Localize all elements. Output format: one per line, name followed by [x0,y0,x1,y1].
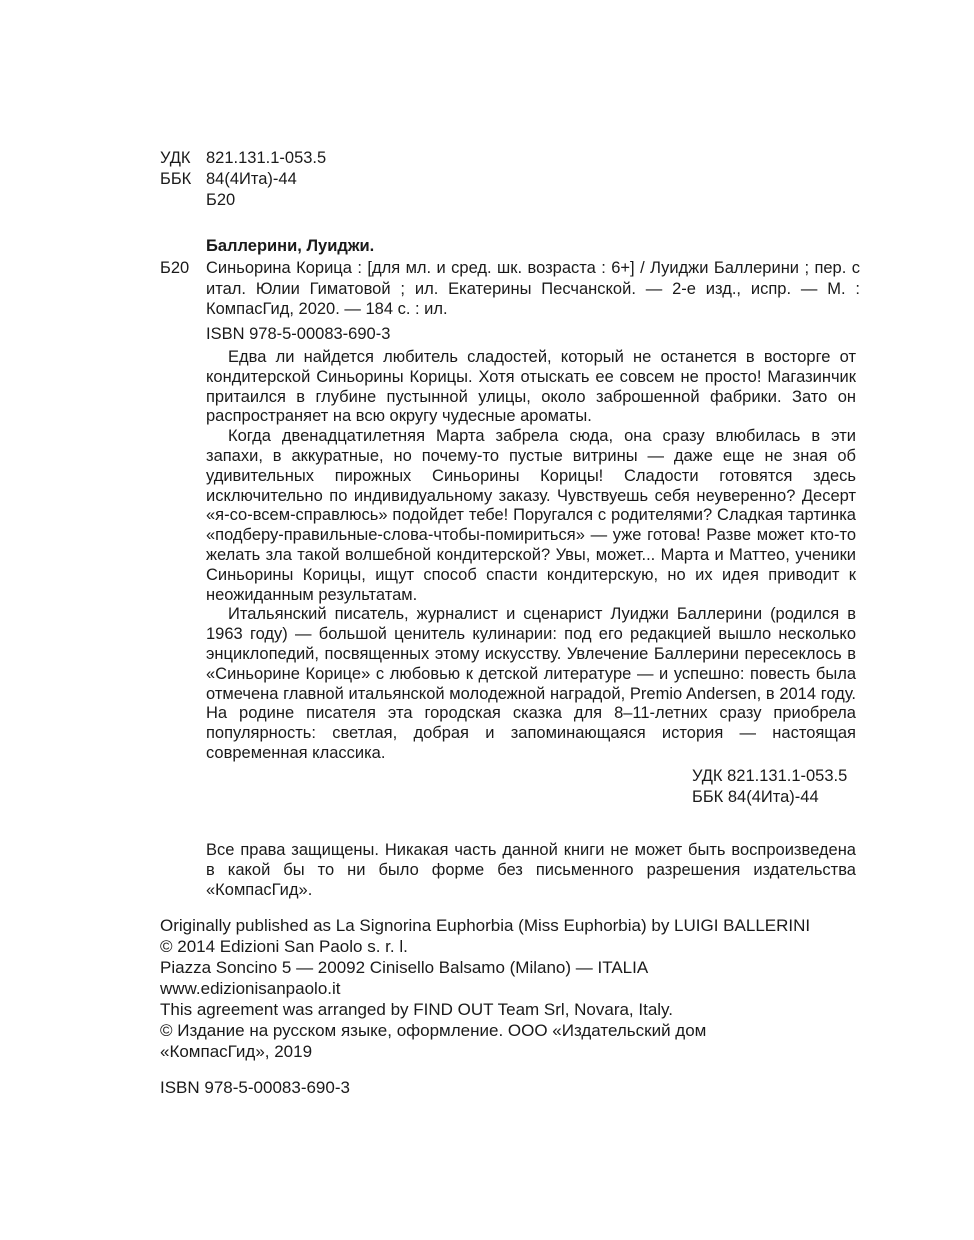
annotation-paragraph: Едва ли найдется любитель сладостей, который не останется в восторге от кондитерской Синьорины Корицы. Хотя отыскать ее совсем не просто! Магазинчик притаился в глубине пустынной улицы, около заброшенной фабрики. Зато он распространяет на всю округу чудесные ароматы. [206,348,856,426]
udk-label: УДК [160,149,191,167]
record-code: Б20 [160,259,190,277]
annotation-bbk: ББК 84(4Ита)-44 [692,787,819,806]
annotation-paragraph: Итальянский писатель, журналист и сценарист Луиджи Баллерини (родился в 1963 году) — большой ценитель кулинарии: под его редакцией вышло несколько энциклопедий, посвященных этому искусству. Увлечение Баллерини пересеклось в «Синьорине Корице» с любовью к детской литературе — и успешно: повесть была отмечена главной итальянской молодежной наградой, Premio Andersen, в 2014 году. На родине писателя эта городская сказка для 8–11-летних сразу приобрела популярность: светлая, добрая и запоминающаяся история — настоящая современная классика. [206,605,856,762]
copyright-line: Originally published as La Signorina Euphorbia (Miss Euphorbia) by LUIGI BALLERINI [160,916,811,935]
annotation [206,348,856,808]
copyright-line: © 2014 Edizioni San Paolo s. r. l. [160,937,408,956]
rights-notice: Все права защищены. Никакая часть данной книги не может быть воспроизведена в какой бы то ни было форме без письменного разрешения издательства «КомпасГид». [206,841,856,899]
copyright-line: © Издание на русском языке, оформление. ООО «Издательский дом [160,1021,707,1040]
bibliographic-record [160,236,860,344]
copyright-line: Piazza Soncino 5 — 20092 Cinisello Balsamo (Milano) — ITALIA [160,958,649,977]
annotation-codes [692,766,856,808]
record-isbn: ISBN 978-5-00083-690-3 [206,324,391,343]
annotation-paragraph: Когда двенадцатилетняя Марта забрела сюда, она сразу влюбилась в эти запахи, в аккуратные, но почему-то пустые витрины — даже еще не зная об удивительных пирожных Синьорины Корицы! Сладости готовятся здесь исключительно по индивидуальному заказу. Чувствуешь себя неуверенно? Десерт «я-со-всем-справлюсь» подойдет тебе! Поругался с родителями? Сладкая тартинка «подберу-правильные-слова-чтобы-помириться» — уже готова! Разве может кто-то желать зла такой волшебной кондитерской? Увы, может... Марта и Маттео, ученики Синьорины Корицы, ищут способ спасти кондитерскую, но их идея приводит к неожиданным результатам. [206,427,856,604]
udk-row [160,148,326,169]
udk-value: 821.131.1-053.5 [206,149,327,167]
record-entry [160,258,860,320]
isbn-footer: ISBN 978-5-00083-690-3 [160,1078,350,1097]
bbk-label: ББК [160,170,192,188]
copyright-block [160,915,860,1062]
record-author: Баллерини, Луиджи. [206,237,375,255]
copyright-line: www.edizionisanpaolo.it [160,979,341,998]
record-description: Синьорина Корица : [для мл. и сред. шк. возраста : 6+] / Луиджи Баллерини ; пер. с итал. Юлии Гиматовой ; ил. Екатерины Песчанской. — 2-е изд., испр. — М. : КомпасГид, 2020. — 184 с. : ил. [206,259,860,318]
annotation-udk: УДК 821.131.1-053.5 [692,766,848,785]
classification-block [160,148,326,211]
copyright-line: This agreement was arranged by FIND OUT Team Srl, Novara, Italy. [160,1000,674,1019]
author-mark: Б20 [206,191,236,209]
author-mark-row [160,190,326,211]
bbk-value: 84(4Ита)-44 [206,170,297,188]
copyright-line: «КомпасГид», 2019 [160,1042,313,1061]
bbk-row [160,169,326,190]
